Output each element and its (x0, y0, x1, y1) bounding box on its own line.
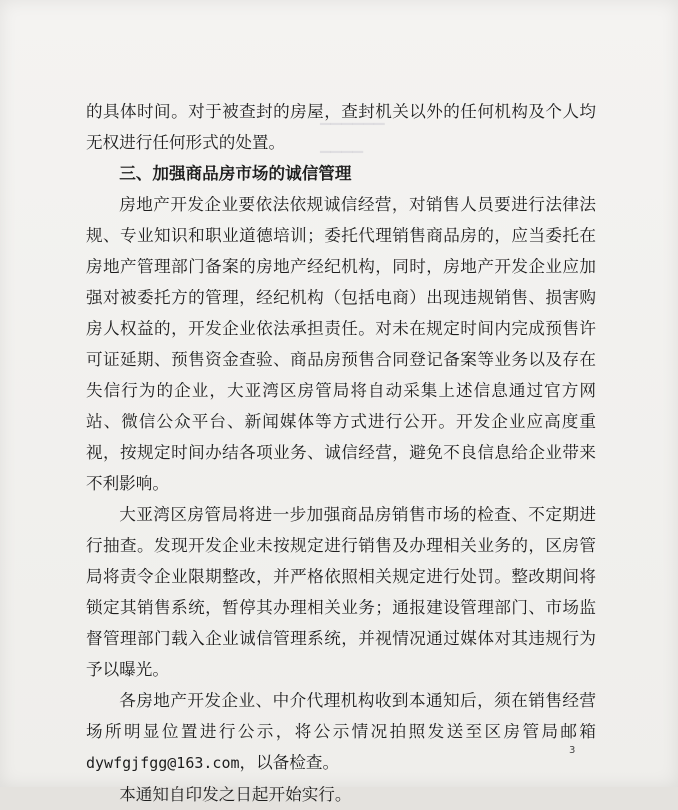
page-number: 3 (569, 745, 576, 756)
email-address: dywfgjfgg@163.com (86, 754, 240, 772)
show-through-shadow: ▔▔▔▔▔▔ ▔▔▔▔ (320, 124, 385, 168)
notice-text: 各房地产开发企业、中介代理机构收到本通知后，须在销售经营场所明显位置进行公示，将公示情况拍照发送至区房管局邮箱 (86, 691, 596, 741)
paragraph-integrity-requirements: 房地产开发企业要依法依规诚信经营，对销售人员要进行法律法规、专业知识和职业道德培训；委托代理销售商品房的，应当委托在房地产管理部门备案的房地产经纪机构，同时，房地产开发企业应加强对被委托方的管理，经纪机构（包括电商）出现违规销售、损害购房人权益的，开发企业依法承担责任。对未在规定时间内完成预售许可证延期、预售资金查验、商品房预售合同登记备案等业务以及存在失信行为的企业，大亚湾区房管局将自动采集上述信息通过官方网站、微信公众平台、新闻媒体等方式进行公开。开发企业应高度重视，按规定时间办结各项业务、诚信经营，避免不良信息给企业带来不利影响。 (86, 195, 596, 493)
paragraph-inspection (86, 499, 596, 685)
paragraph-public-notice (86, 685, 596, 779)
notice-text-end: ，以备检查。 (239, 753, 340, 772)
paragraph-continuation: 的具体时间。对于被查封的房屋，查封机关以外的任何机构及个人均无权进行任何形式的处置。 (86, 102, 596, 152)
paragraph-effective-date: 本通知自印发之日起开始实行。 (119, 785, 352, 804)
paragraph-inspection-text: 大亚湾区房管局将进一步加强商品房销售市场的检查、不定期进行抽查。发现开发企业未按规定进行销售及办理相关业务的，区房管局将责令企业限期整改，并严格依照相关规定进行处罚。整改期间将锁定其销售系统，暂停其办理相关业务；通报建设管理部门、市场监督管理部门载入企业诚信管理系统，并视情况通过媒体对其违规行为予以曝光。 (86, 505, 596, 679)
document-body (86, 96, 596, 810)
section-heading: 三、加强商品房市场的诚信管理 (119, 163, 352, 183)
